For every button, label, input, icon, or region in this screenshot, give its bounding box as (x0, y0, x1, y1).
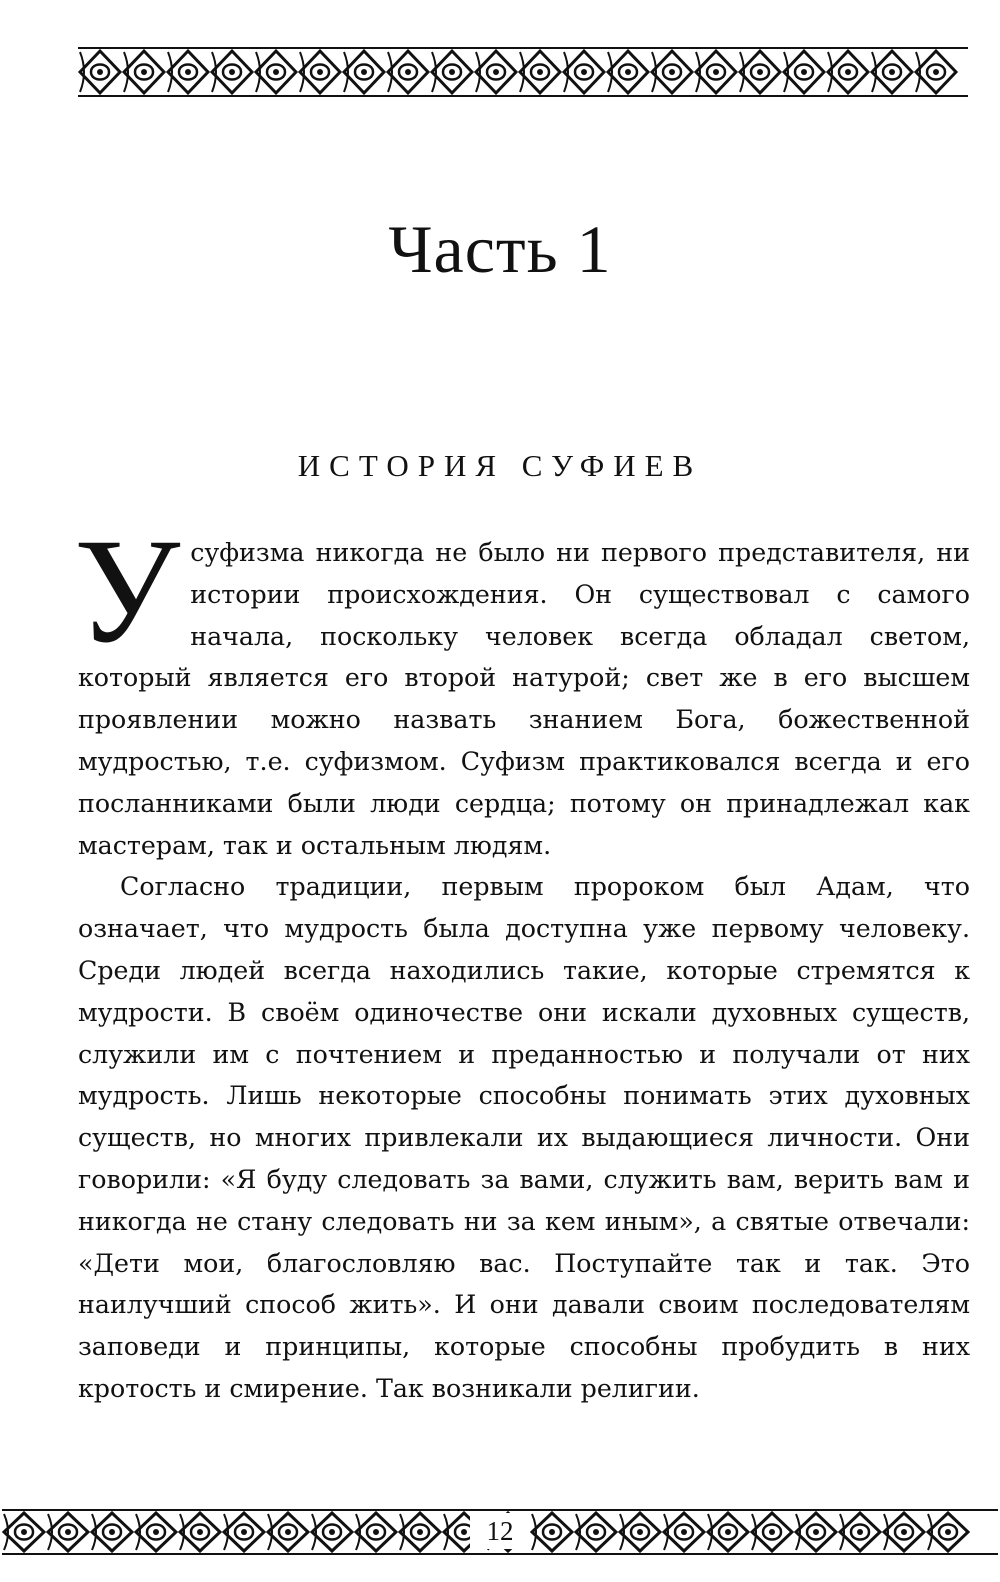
drop-cap: У (74, 508, 181, 674)
page-number: 12 (470, 1513, 530, 1549)
paragraph-2: Согласно традиции, первым пророком был Адам, что означает, что мудрость была доступна уже первому человеку. Среди людей всегда находились такие, которые стремятся к мудрости. В своём одиночестве они искали духовных существ, служили им с почтением и преданностью и получали от них мудрость. Лишь некоторые способны понимать этих духовных существ, но многих привлекали их выдающиеся личности. Они говорили: «Я буду следовать за вами, служить вам, верить вам и никогда не стану следовать ни за кем иным», а святые отвечали: «Дети мои, благословляю вас. Поступайте так и так. Это наилучший способ жить». И они давали своим последователям заповеди и принципы, которые способны пробудить в них кротость и смирение. Так возникали религии. (78, 872, 970, 1403)
paragraph-1-text: суфизма никогда не было ни первого представителя, ни истории происхождения. Он существовал с самого начала, поскольку человек всегда обладал светом, который является его второй натурой; свет же в его высшем проявлении можно назвать знанием Бога, божественной мудростью, т.е. суфизмом. Суфизм практиковался всегда и его посланниками были люди сердца; потому он принадлежал как мастерам, так и остальным людям. (78, 538, 970, 860)
body-text (74, 508, 970, 1410)
paragraph-1 (74, 508, 970, 866)
top-ornament-border (0, 40, 1000, 104)
ornament-pattern-icon (0, 40, 1000, 104)
section-title: ИСТОРИЯ СУФИЕВ (297, 448, 703, 483)
ornament-band (78, 48, 968, 96)
part-title: Часть 1 (388, 211, 612, 287)
